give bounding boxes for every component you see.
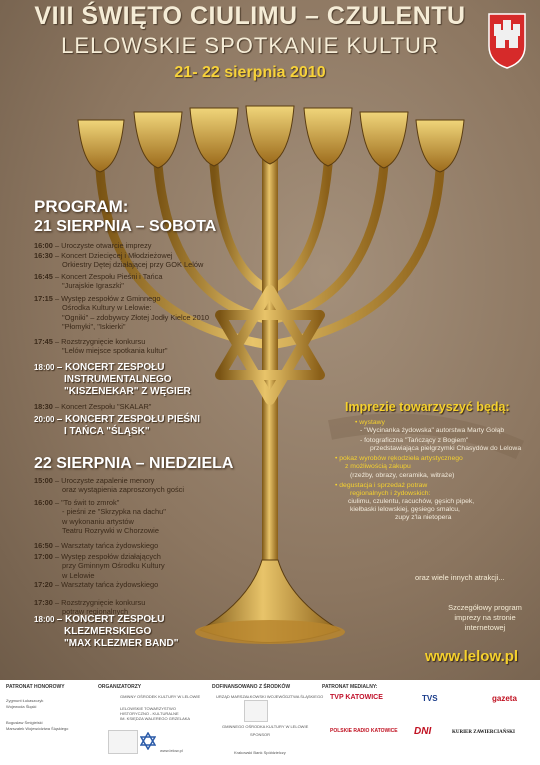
event-item (34, 614, 178, 650)
extras-item: - "Wycinanka żydowska" autorstwa Marty Gołąb (360, 427, 505, 434)
event-item (34, 294, 209, 332)
event-description: – Warsztaty tańca żydowskiego (54, 580, 159, 589)
extras-item: (rzeźby, obrazy, ceramika, witraże) (350, 472, 455, 479)
event-time: 17:00 (34, 552, 55, 561)
event-description: przy Gminnym Ośrodku Kultury (62, 561, 165, 571)
event-time: 20:00 (34, 415, 57, 424)
event-description: Ośrodka Kultury w Lelowie: (62, 303, 152, 313)
event-description: "KISZENEKAR" Z WĘGIER (64, 386, 191, 397)
event-description: Orkiestry Dętej działającej przy GOK Lelów (62, 260, 204, 270)
event-description: oraz wystąpienia zaproszonych gości (62, 485, 185, 495)
honorowy-line: Wojewoda Śląski (6, 704, 37, 709)
program-heading: PROGRAM: (34, 197, 129, 216)
extras-item: • wystawy (355, 419, 385, 426)
medialny-title: PATRONAT MEDIALNY: (322, 684, 378, 690)
dofinansowano-line: URZĄD MARSZAŁKOWSKI WOJEWÓDZTWA ŚLĄSKIEGO (216, 694, 324, 699)
sponsor-logo (244, 700, 268, 722)
event-item (34, 476, 184, 495)
event-time: 16:45 (34, 272, 55, 281)
event-time: 17:45 (34, 337, 55, 346)
extras-item: regionalnych i żydowskich: (350, 490, 431, 497)
event-description: w Lelowie (62, 570, 95, 580)
organizatorzy-line: HISTORYCZNO - KULTURALNE (120, 711, 179, 716)
extras-item: • pokaz wyrobów rękodzieła artystycznego (335, 455, 463, 462)
event-description: – Uroczyste zapalenie menory (54, 476, 155, 485)
event-dates: 21- 22 sierpnia 2010 (174, 64, 326, 81)
event-time: 18:00 (34, 615, 57, 624)
event-description: potraw regionalnych (62, 607, 129, 617)
star-logo-icon (140, 732, 156, 750)
media-logo-kurier: KURIER ZAWIERCIAŃSKI (452, 730, 515, 735)
event-item (34, 251, 203, 270)
info-text: Szczegółowy program imprezy na stronie internetowej (448, 603, 522, 632)
event-time: 18:30 (34, 402, 55, 411)
event-item (34, 241, 151, 250)
dofinansowano-line: GMINNEGO OŚRODKA KULTURY W LELOWIE (222, 724, 309, 729)
footer (0, 680, 540, 765)
event-description: – Rozstrzygnięcie konkursu (54, 598, 146, 607)
event-item (34, 362, 191, 398)
event-time: 17:15 (34, 294, 55, 303)
event-description: – "To świt to zmrok" (54, 498, 120, 507)
website-link[interactable]: www.lelow.pl (425, 648, 519, 665)
event-description: Teatru Rozrywki w Chorzowie (62, 526, 159, 536)
honorowy-line: Marszałek Województwa Śląskiego (6, 726, 69, 731)
title-line-1: VIII ŚWIĘTO CIULIMU – CZULENTU (34, 2, 466, 30)
event-description: – KONCERT ZESPOŁU (56, 614, 165, 625)
event-time: 16:50 (34, 541, 55, 550)
event-description: – Koncert Zespołu Pieśni i Tańca (54, 272, 163, 281)
organizer-logo (108, 730, 138, 754)
extras-item: zupy z'la nietopera (395, 514, 452, 521)
event-description: w wykonaniu artystów (62, 516, 134, 526)
event-description: – Rozstrzygnięcie konkursu (54, 337, 146, 346)
extras-heading: Imprezie towarzyszyć będą: (345, 400, 510, 414)
extras-item: ciulimu, czulentu, racuchów, gęsich pipek, (348, 498, 475, 505)
media-logo-tvs: TVS (422, 694, 438, 703)
event-time: 16:00 (34, 241, 55, 250)
event-time: 17:20 (34, 580, 55, 589)
event-description: – Koncert Dziecięcej i Młodzieżowej (54, 251, 173, 260)
honorowy-line: Bogusław Śmigielski (6, 720, 43, 725)
dofinansowano-line: Krakowski Bank Spółdzielczy (234, 750, 286, 755)
event-description: – Koncert Zespołu "SKALAR" (54, 402, 152, 411)
event-item (34, 498, 166, 536)
event-description: – Warsztaty tańca żydowskiego (54, 541, 159, 550)
event-description: "Jurajskie Igraszki" (62, 281, 124, 291)
event-description: - pieśni ze "Skrzypka na dachu" (62, 507, 166, 517)
event-description: "Płomyki", "Iskierki" (62, 322, 126, 332)
extras-item: - fotograficzna "Tańczący z Bogiem" (360, 437, 469, 444)
event-description: – KONCERT ZESPOŁU PIEŚNI (56, 414, 201, 425)
event-description: "MAX KLEZMER BAND" (64, 638, 179, 649)
extras-item: przedstawiająca pielgrzymki Chasydów do Lelowa (370, 445, 522, 452)
media-logo-tvp: TVP KATOWICE (330, 694, 383, 701)
event-time: 16:00 (34, 498, 55, 507)
event-description: – KONCERT ZESPOŁU (56, 362, 165, 373)
honorowy-line: Zygmunt Łukaszczyk (6, 698, 44, 703)
day1-title: 21 SIERPNIA – SOBOTA (34, 218, 217, 235)
event-description: – Uroczyste otwarcie imprezy (54, 241, 152, 250)
event-item (34, 402, 151, 411)
event-time: 16:30 (34, 251, 55, 260)
event-item (34, 337, 167, 356)
event-item (34, 552, 165, 580)
dofinansowano-line: SPONSOR (250, 732, 271, 737)
event-item (34, 272, 162, 291)
organizatorzy-line: GMINNY OŚRODEK KULTURY W LELOWIE (120, 694, 201, 699)
event-description: "Ogniki" – zdobywcy Złotej Jodły Kielce 2010 (62, 312, 209, 322)
organizatorzy-line: LELOWSKIE TOWARZYSTWO (120, 706, 176, 711)
more-attractions: oraz wiele innych atrakcji... (415, 573, 505, 582)
title-line-2: LELOWSKIE SPOTKANIE KULTUR (61, 33, 439, 58)
event-item (34, 580, 158, 589)
organizatorzy-title: ORGANIZATORZY (98, 684, 142, 690)
event-time: 15:00 (34, 476, 55, 485)
organizatorzy-line: IM. KSIĘDZA WALEREGO GRZELAKA (120, 716, 191, 721)
event-item (34, 414, 200, 438)
extras-item: • degustacja i sprzedaż potraw (335, 482, 428, 489)
dofinansowano-title: DOFINANSOWANO Z ŚRODKÓW (212, 684, 291, 690)
event-description: KLEZMERSKIEGO (64, 626, 152, 637)
extras-item: z możliwością zakupu (345, 463, 411, 470)
lelow-crest-icon (487, 10, 527, 70)
event-description: I TAŃCA "ŚLĄSK" (64, 426, 150, 437)
event-time: 17:30 (34, 598, 55, 607)
event-description: – Występ zespołów działających (54, 552, 161, 561)
event-item (34, 541, 158, 550)
honorowy-title: PATRONAT HONOROWY (6, 684, 65, 690)
media-logo-dni: DNI (414, 726, 432, 737)
event-time: 18:00 (34, 363, 57, 372)
media-logo-radio: POLSKIE RADIO KATOWICE (330, 728, 398, 734)
event-description: – Występ zespołów z Gminnego (54, 294, 161, 303)
media-logo-gazeta: gazeta (492, 694, 517, 703)
event-description: "Lelów miejsce spotkania kultur" (62, 346, 168, 356)
event-description: INSTRUMENTALNEGO (64, 374, 172, 385)
day2-title: 22 SIERPNIA – NIEDZIELA (34, 455, 234, 472)
organizatorzy-line: www.lelow.pl (160, 748, 183, 753)
extras-item: kiełbaski lelowskiej, gęsiego smalcu, (350, 506, 460, 513)
